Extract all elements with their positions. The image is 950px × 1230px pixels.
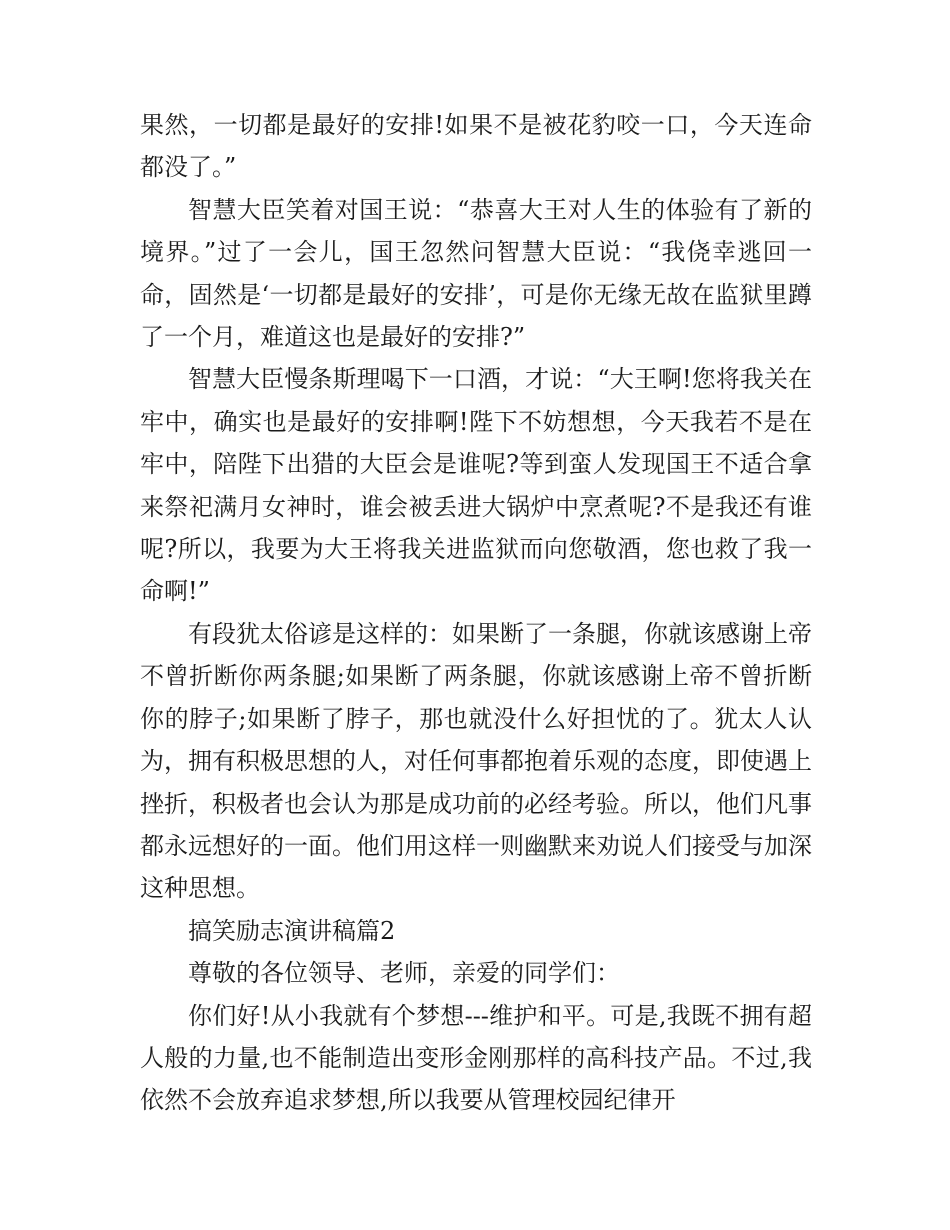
salutation: 尊敬的各位领导、老师，亲爱的同学们：	[188, 959, 620, 988]
document-page	[140, 104, 812, 1122]
paragraph-4: 有段犹太俗谚是这样的：如果断了一条腿，你就该感谢上帝不曾折断你两条腿;如果断了两条腿，你就该感谢上帝不曾折断你的脖子;如果断了脖子，那也就没什么好担忧的了。犹太人认为，拥有积极思想的人，对任何事都抱着乐观的态度，即使遇上挫折，积极者也会认为那是成功前的必经考验。所以，他们凡事都永远想好的一面。他们用这样一则幽默来劝说人们接受与加深这种思想。	[140, 619, 812, 903]
paragraph-2: 智慧大臣笑着对国王说：“恭喜大王对人生的体验有了新的境界。”过了一会儿，国王忽然问智慧大臣说：“我侥幸逃回一命，固然是‘一切都是最好的安排’，可是你无缘无故在监狱里蹲了一个月，难道这也是最好的安排?”	[140, 195, 812, 352]
paragraph-3: 智慧大臣慢条斯理喝下一口酒，才说：“大王啊!您将我关在牢中，确实也是最好的安排啊!陛下不妨想想，今天我若不是在牢中，陪陛下出猎的大臣会是谁呢?等到蛮人发现国王不适合拿来祭祀满月女神时，谁会被丢进大锅炉中烹煮呢?不是我还有谁呢?所以，我要为大王将我关进监狱而向您敬酒，您也救了我一命啊!”	[140, 365, 812, 606]
paragraph-7: 你们好!从小我就有个梦想---维护和平。可是,我既不拥有超人般的力量,也不能制造出变形金刚那样的高科技产品。不过,我依然不会放弃追求梦想,所以我要从管理校园纪律开	[140, 1001, 812, 1115]
paragraph-1: 果然，一切都是最好的安排!如果不是被花豹咬一口，今天连命都没了。”	[140, 111, 812, 182]
section-heading: 搞笑励志演讲稿篇2	[188, 916, 396, 945]
